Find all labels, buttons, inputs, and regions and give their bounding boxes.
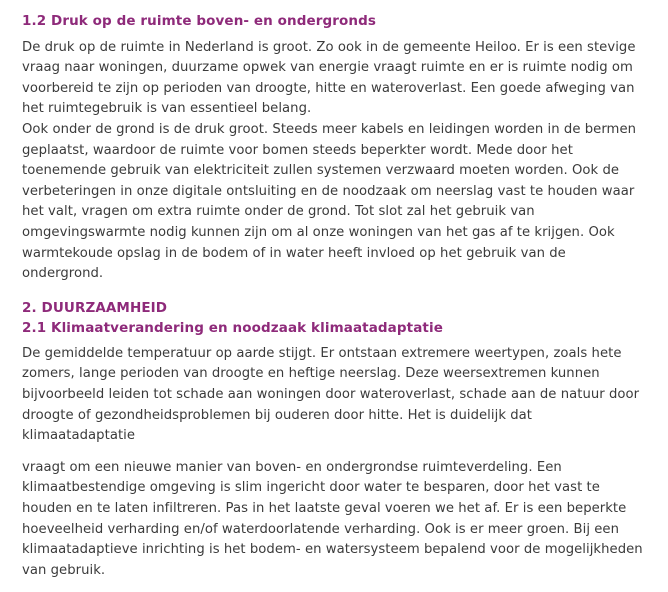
section-heading-2-1: 2.1 Klimaatverandering en noodzaak klimaatadaptatie: [22, 320, 443, 337]
paragraph-1-2-a: De druk op de ruimte in Nederland is groot. Zo ook in de gemeente Heiloo. Er is een stevige vraag naar woningen, duurzame opwek van energie vraagt ruimte en er is ruimte nodig om voorbereid te zijn op perioden van droogte, hitte en wateroverlast. Een goede afweging van het ruimtegebruik is van essentieel belang.: [22, 39, 636, 117]
paragraph-2-1-a: De gemiddelde temperatuur op aarde stijgt. Er ontstaan extremere weertypen, zoals hete zomers, lange perioden van droogte en heftige neerslag. Deze weersextremen kunnen bijvoorbeeld leiden tot schade aan woningen door wateroverlast, schade aan de natuur door droogte of gezondheidsproblemen bij ouderen door hitte. Het is duidelijk dat klimaatadaptatie: [22, 345, 640, 444]
paragraph-2-1-b: vraagt om een nieuwe manier van boven- en ondergrondse ruimteverdeling. Een klimaatbestendige omgeving is slim ingericht door water te besparen, door het vast te houden en te laten infiltreren. Pas in het laatste geval voeren we het af. Er is een beperkte hoeveelheid verharding en/of waterdoorlatende verharding. Ook is er meer groen. Bij een klimaatadaptieve inrichting is het bodem- en watersysteem bepalend voor de mogelijkheden van gebruik.: [22, 459, 643, 578]
section-heading-1-2: 1.2 Druk op de ruimte boven- en ondergronds: [22, 13, 377, 29]
paragraph-1-2-b: Ook onder de grond is de druk groot. Steeds meer kabels en leidingen worden in de bermen geplaatst, waardoor de ruimte voor bomen steeds beperkter wordt. Mede door het toenemende gebruik van elektriciteit zullen systemen verzwaard moeten worden. Ook de verbeteringen in onze digitale ontsluiting en de noodzaak om neerslag vast te houden waar het valt, vragen om extra ruimte onder de grond. Tot slot zal het gebruik van omgevingswarmte nodig kunnen zijn om al onze woningen van het gas af te krijgen. Ook warmtekoude opslag in de bodem of in water heeft invloed op het gebruik van de ondergrond.: [22, 121, 637, 282]
section-spacer: [22, 285, 646, 299]
section-heading-2: 2. DUURZAAMHEID: [22, 299, 168, 316]
